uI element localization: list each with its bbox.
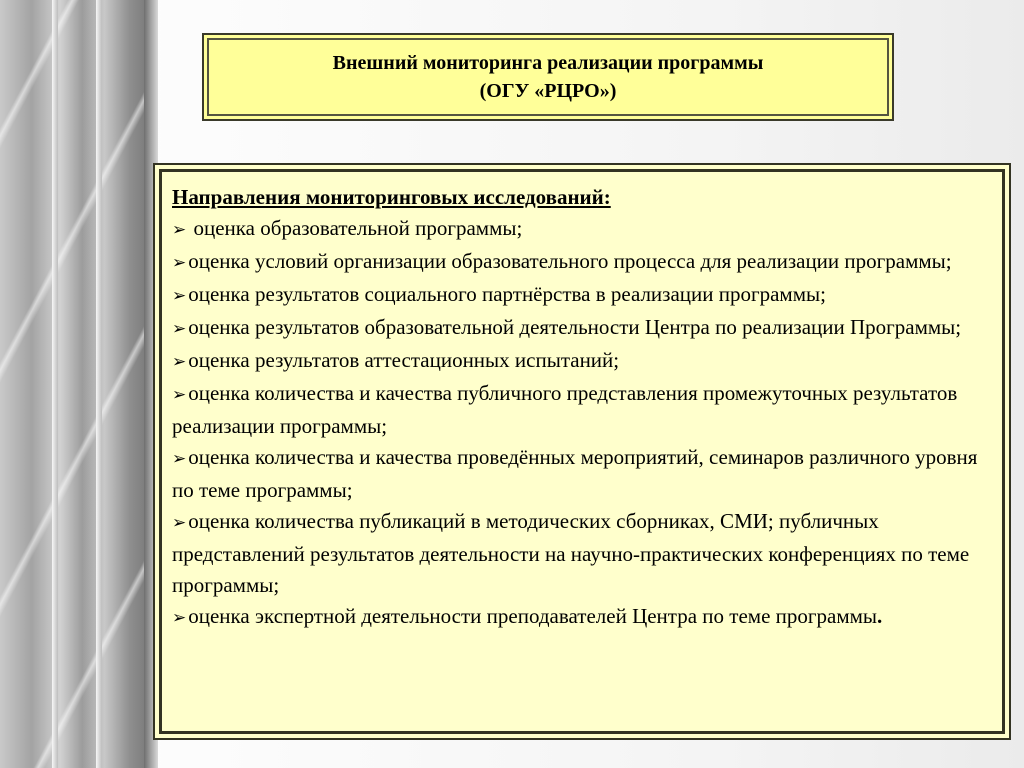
slide-title-line-2: (ОГУ «РЦРО») xyxy=(479,80,617,102)
slide-title-box xyxy=(202,33,894,121)
arrow-bullet-icon: ➢ xyxy=(172,449,187,469)
list-item-text: оценка количества и качества проведённых мероприятий, семинаров различного уровня по теме программы; xyxy=(172,445,978,502)
decorative-side-band xyxy=(0,0,158,768)
arrow-bullet-icon: ➢ xyxy=(172,513,187,533)
arrow-bullet-icon: ➢ xyxy=(172,608,187,628)
arrow-bullet-icon: ➢ xyxy=(172,319,187,339)
list-item-text: оценка результатов образовательной деятельности Центра по реализации Программы; xyxy=(188,315,962,339)
list-item-text: оценка количества и качества публичного представления промежуточных результатов реализации программы; xyxy=(172,381,958,438)
monitoring-list xyxy=(172,213,994,634)
list-item xyxy=(172,312,994,345)
slide-title-line-1: Внешний мониторинга реализации программы xyxy=(332,52,764,74)
list-item xyxy=(172,601,994,634)
arrow-bullet-icon: ➢ xyxy=(172,253,187,273)
list-item-text: оценка экспертной деятельности преподавателей Центра по теме программы xyxy=(188,604,878,628)
list-item xyxy=(172,442,994,506)
final-period: . xyxy=(877,604,883,628)
content-inner xyxy=(159,169,1005,734)
list-item xyxy=(172,345,994,378)
list-item-text: оценка результатов аттестационных испытаний; xyxy=(188,348,620,372)
arrow-bullet-icon: ➢ xyxy=(172,385,187,405)
list-item xyxy=(172,246,994,279)
arrow-bullet-icon: ➢ xyxy=(172,286,187,306)
decorative-stripe xyxy=(52,0,58,768)
list-item xyxy=(172,506,994,601)
arrow-bullet-icon: ➢ xyxy=(172,352,187,372)
content-box xyxy=(153,163,1011,740)
list-item-text: оценка количества публикаций в методических сборниках, СМИ; публичных представлений результатов деятельности на научно-практических конференциях по теме программы; xyxy=(172,509,970,597)
list-item xyxy=(172,378,994,442)
slide-title-inner xyxy=(207,38,889,116)
content-heading: Направления мониторинговых исследований: xyxy=(172,185,611,209)
list-item-text: оценка образовательной программы; xyxy=(188,216,523,240)
list-item xyxy=(172,213,994,246)
list-item xyxy=(172,279,994,312)
list-item-text: оценка результатов социального партнёрства в реализации программы; xyxy=(188,282,826,306)
arrow-bullet-icon: ➢ xyxy=(172,220,187,240)
decorative-stripe xyxy=(96,0,102,768)
list-item-text: оценка условий организации образовательного процесса для реализации программы; xyxy=(188,249,952,273)
